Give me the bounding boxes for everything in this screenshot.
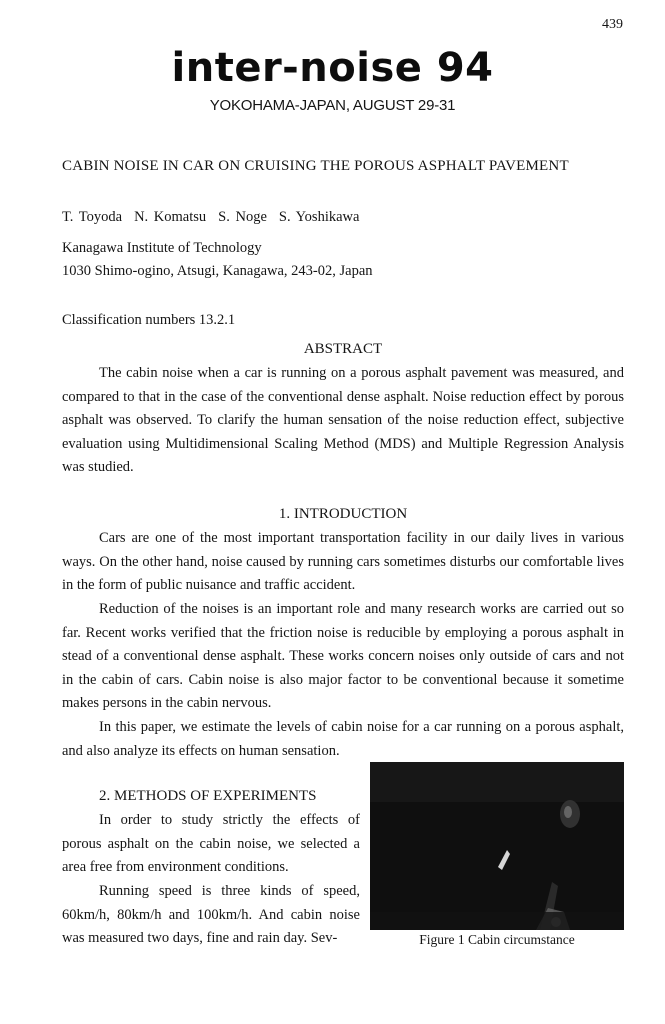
- abstract-heading: ABSTRACT: [303, 341, 383, 357]
- page-number: 439: [602, 17, 623, 32]
- introduction-paragraph-2: Reduction of the noises is an important role and many research works are carried out so far. Recent works verified that the friction noise is reducible by employing a porous asphalt in stead of a conventional dense asphalt. These works concern noises only outside of cars and not in the cabin of cars. Cabin noise is also major factor to be conventional because it sometime makes persons in the cabin nervous.: [62, 601, 624, 712]
- methods-paragraph-2: Running speed is three kinds of speed, 60km/h, 80km/h and 100km/h. And cabin noise was measured two days, fine and rain day. Sev-: [62, 883, 360, 947]
- methods-heading: 2. METHODS OF EXPERIMENTS: [99, 788, 317, 804]
- paper-title: CABIN NOISE IN CAR ON CRUISING THE POROUS ASPHALT PAVEMENT: [62, 158, 569, 174]
- affiliation-address: 1030 Shimo-ogino, Atsugi, Kanagawa, 243-02, Japan: [62, 263, 373, 279]
- author-name: S. Noge: [218, 209, 267, 225]
- classification-numbers: Classification numbers 13.2.1: [62, 312, 236, 328]
- methods-paragraph-1: In order to study strictly the effects of porous asphalt on the cabin noise, we selected a area free from environment conditions.: [62, 812, 360, 876]
- affiliation-institute: Kanagawa Institute of Technology: [62, 240, 262, 256]
- author-name: N. Komatsu: [134, 209, 207, 225]
- abstract-text: The cabin noise when a car is running on a porous asphalt pavement was measured, and compared to that in the case of the conventional dense asphalt. Noise reduction effect by porous asphalt was observed. To clarify the human sensation of the noise reduction effect, subjective evaluation using Multidimensional Scaling Method (MDS) and Multiple Regression Analysis was studied.: [62, 365, 624, 476]
- conference-logo: inter-noise 94: [171, 45, 494, 91]
- cabin-photo-graphic: [370, 762, 624, 930]
- figure-caption: Figure 1 Cabin circumstance: [419, 932, 575, 947]
- introduction-paragraph-3: In this paper, we estimate the levels of cabin noise for a car running on a porous asphalt, and also analyze its effects on human sensation.: [62, 719, 624, 759]
- figure-cabin-photo: [370, 762, 624, 930]
- author-name: T. Toyoda: [62, 209, 123, 225]
- author-list: [62, 209, 371, 226]
- introduction-paragraph-1: Cars are one of the most important transportation facility in our daily lives in various ways. On the other hand, noise caused by running cars sometimes disturbs our comfortable lives in the form of public nuisance and traffic accident.: [62, 530, 624, 594]
- conference-location-date: YOKOHAMA-JAPAN, AUGUST 29-31: [209, 97, 456, 114]
- author-name: S. Yoshikawa: [278, 209, 360, 225]
- introduction-heading: 1. INTRODUCTION: [278, 506, 408, 522]
